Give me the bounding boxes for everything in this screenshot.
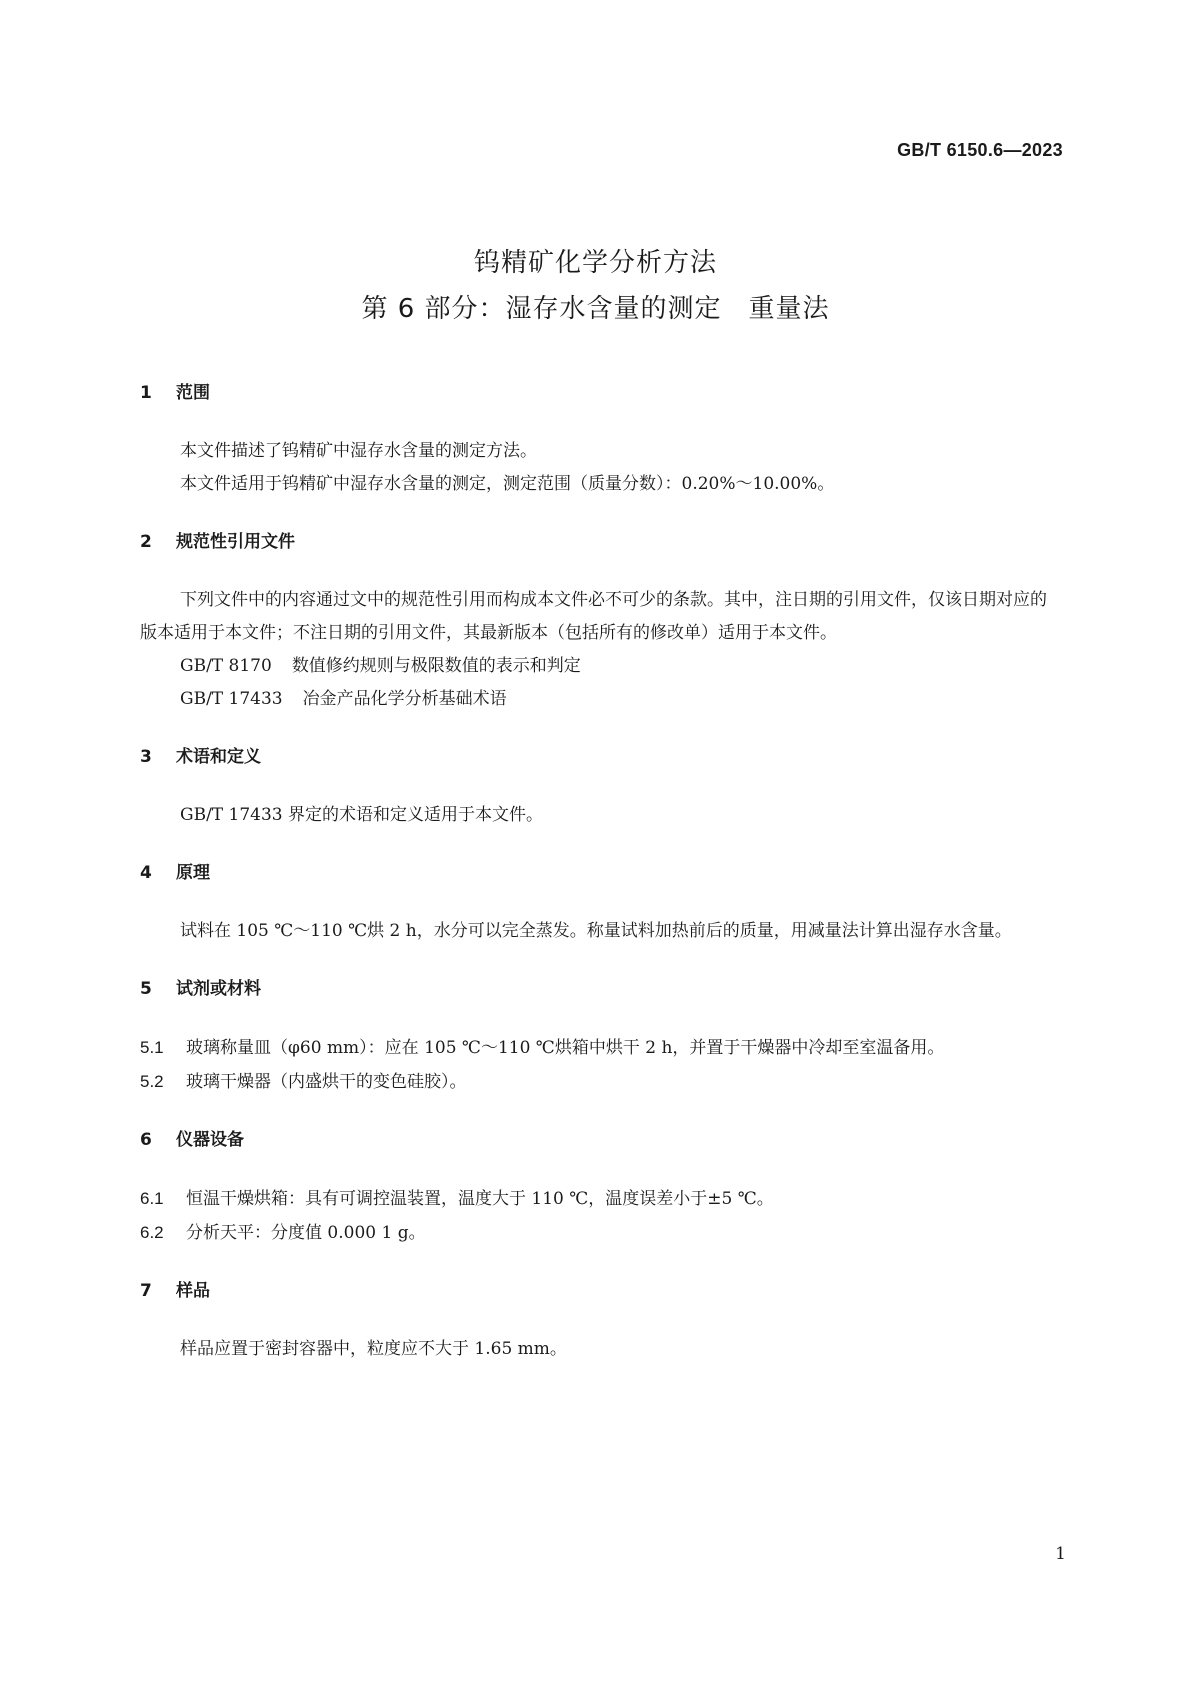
standard-code: GB/T 6150.6—2023 (897, 140, 1063, 160)
title-line-2: 第 6 部分：湿存水含量的测定 重量法 (361, 294, 830, 324)
section-title: 样品 (176, 1281, 210, 1301)
section-heading-principle (140, 858, 1060, 888)
section-heading-normative-references (140, 527, 1060, 557)
section-title: 原理 (176, 863, 210, 883)
section-heading-apparatus (140, 1125, 1060, 1155)
document-body (140, 378, 1060, 1366)
reference-title: 冶金产品化学分析基础术语 (302, 689, 507, 709)
clause-item (140, 1216, 1060, 1250)
paragraph: GB/T 17433 界定的术语和定义适用于本文件。 (180, 805, 544, 825)
clause-number: 5.2 (140, 1072, 164, 1091)
section-title: 仪器设备 (176, 1130, 244, 1150)
paragraph: 本文件描述了钨精矿中湿存水含量的测定方法。 (180, 441, 537, 461)
clause-number: 6.2 (140, 1223, 164, 1242)
document-title (0, 240, 1191, 332)
section-number: 3 (140, 747, 152, 767)
section-number: 7 (140, 1281, 152, 1301)
clause-item (140, 1065, 1060, 1099)
reference-item (140, 683, 1060, 716)
section-heading-sample (140, 1276, 1060, 1306)
section-title: 规范性引用文件 (176, 532, 295, 552)
section-title: 术语和定义 (176, 747, 261, 767)
title-line-1: 钨精矿化学分析方法 (473, 248, 717, 278)
clause-item (140, 1182, 1060, 1216)
paragraph: 试料在 105 ℃～110 ℃烘 2 h，水分可以完全蒸发。称量试料加热前后的质量，用减量法计算出湿存水含量。 (180, 921, 1012, 941)
clause-item (140, 1031, 1060, 1065)
reference-item (140, 650, 1060, 683)
clause-text: 玻璃干燥器（内盛烘干的变色硅胶）。 (186, 1072, 467, 1092)
section-title: 范围 (176, 383, 210, 403)
reference-code: GB/T 17433 (180, 689, 283, 709)
section-heading-scope (140, 378, 1060, 408)
section-number: 5 (140, 979, 152, 999)
page-number: 1 (1055, 1544, 1066, 1564)
section-heading-terms (140, 742, 1060, 772)
clause-number: 5.1 (140, 1038, 164, 1057)
section-number: 2 (140, 532, 152, 552)
clause-number: 6.1 (140, 1189, 164, 1208)
paragraph: 样品应置于密封容器中，粒度应不大于 1.65 mm。 (180, 1339, 567, 1359)
clause-text: 玻璃称量皿（φ60 mm）：应在 105 ℃～110 ℃烘箱中烘干 2 h，并置于干燥器中冷却至室温备用。 (186, 1038, 945, 1058)
section-number: 6 (140, 1130, 152, 1150)
paragraph: 下列文件中的内容通过文中的规范性引用而构成本文件必不可少的条款。其中，注日期的引用文件，仅该日期对应的版本适用于本文件；不注日期的引用文件，其最新版本（包括所有的修改单）适用于本文件。 (140, 590, 1047, 643)
reference-title: 数值修约规则与极限数值的表示和判定 (291, 656, 581, 676)
section-number: 4 (140, 863, 152, 883)
section-heading-reagents (140, 974, 1060, 1004)
clause-text: 分析天平：分度值 0.000 1 g。 (186, 1223, 426, 1243)
section-title: 试剂或材料 (176, 979, 261, 999)
reference-code: GB/T 8170 (180, 656, 272, 676)
section-number: 1 (140, 383, 152, 403)
paragraph: 本文件适用于钨精矿中湿存水含量的测定，测定范围（质量分数）：0.20%～10.00%。 (180, 474, 835, 494)
clause-text: 恒温干燥烘箱：具有可调控温装置，温度大于 110 ℃，温度误差小于±5 ℃。 (186, 1189, 774, 1209)
